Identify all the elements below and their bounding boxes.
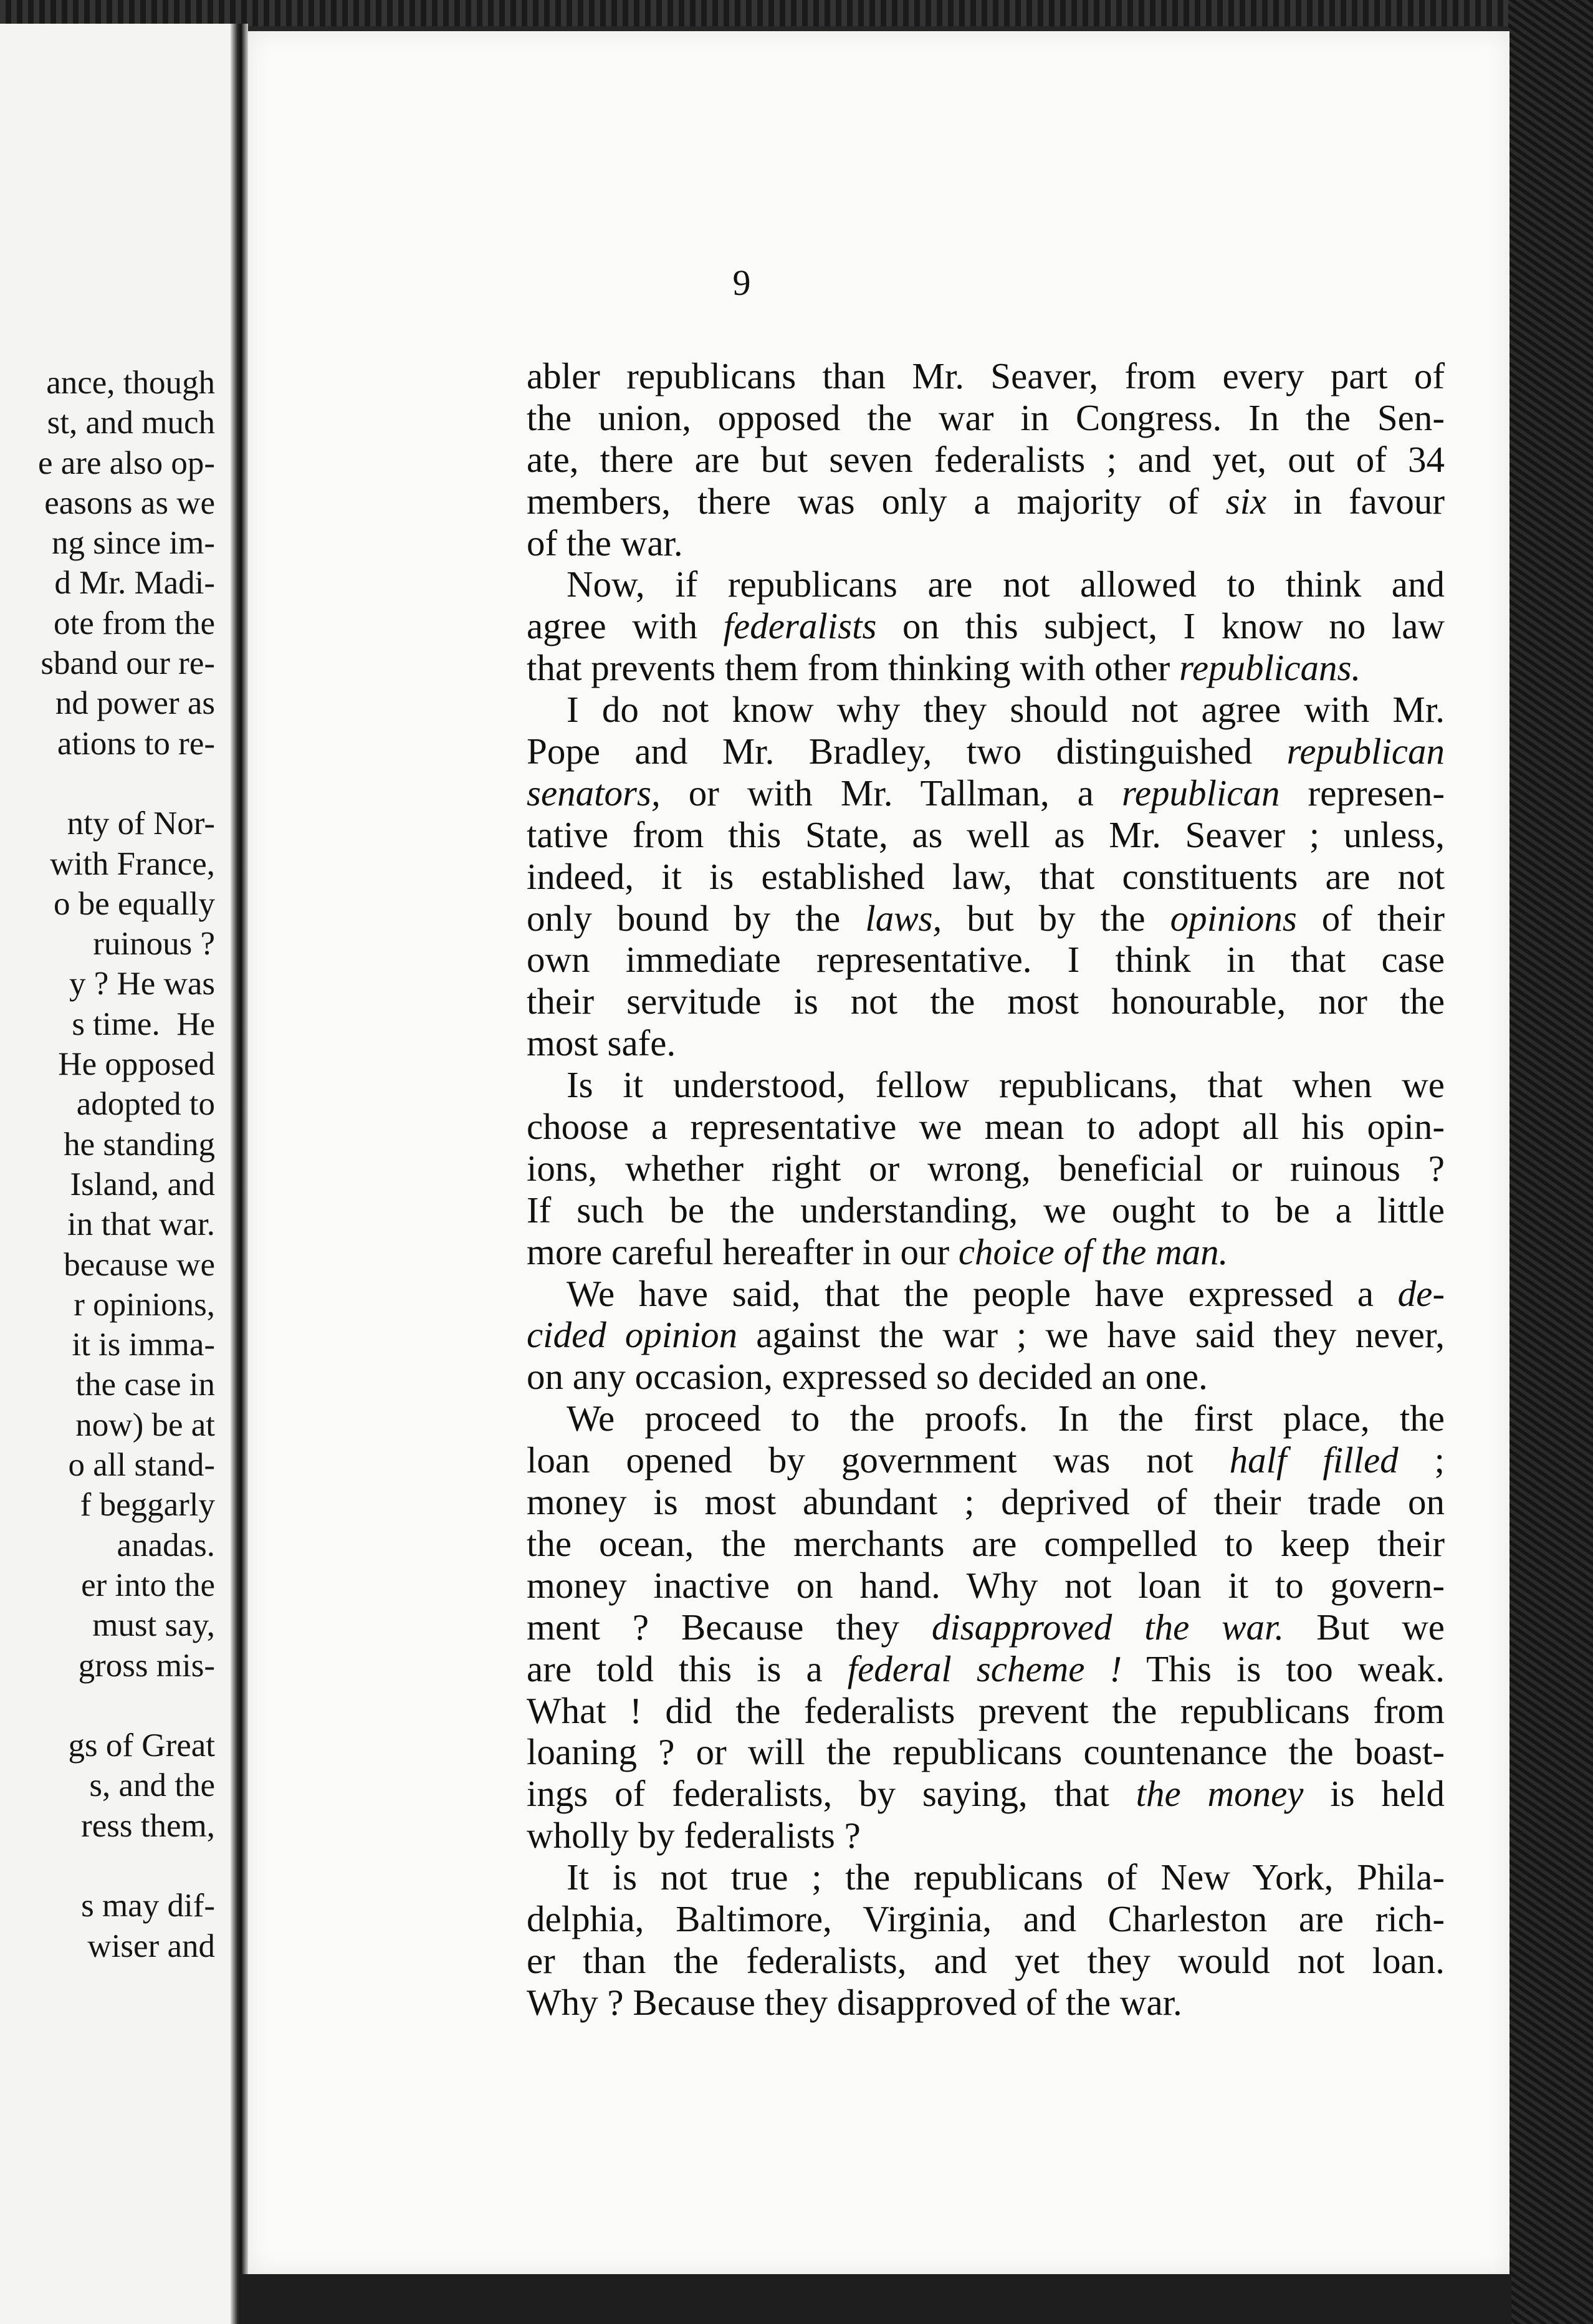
- left-page-line: ote from the: [53, 605, 215, 641]
- left-page-line: it is imma-: [72, 1327, 215, 1363]
- book-top-edge: [0, 0, 1593, 26]
- text-line: er than the federalists, and yet they would not loan.: [527, 1939, 1445, 1981]
- left-page-text-column: [0, 363, 215, 1966]
- left-page-line: s time. He: [72, 1006, 215, 1042]
- text-line: ate, there are but seven federalists ; and yet, out of 34: [527, 438, 1445, 480]
- italic-phrase: federalists: [723, 605, 877, 647]
- left-page-line: nd power as: [55, 685, 215, 722]
- text-line: of the war.: [527, 522, 683, 564]
- left-page-line: f beggarly: [80, 1487, 215, 1524]
- main-page: [248, 31, 1509, 2274]
- text-line: Why ? Because they disapproved of the war.: [527, 1981, 1182, 2023]
- text-line: the ocean, the merchants are compelled to keep their: [527, 1522, 1445, 1564]
- left-page-line: gross mis-: [78, 1647, 215, 1684]
- text-line: senators, or with Mr. Tallman, a republican represen-: [527, 772, 1445, 814]
- text-line: agree with federalists on this subject, I know no law: [527, 605, 1445, 647]
- left-page-line: [0, 1846, 215, 1886]
- text-line: If such be the understanding, we ought to be a little: [527, 1189, 1445, 1231]
- left-page-line: anadas.: [117, 1527, 215, 1563]
- left-page-line: he standing: [64, 1126, 215, 1163]
- left-page-line: ress them,: [81, 1807, 215, 1844]
- text-line: We proceed to the proofs. In the first place, the: [567, 1398, 1445, 1439]
- italic-phrase: six: [1225, 480, 1267, 522]
- italic-phrase: de-: [1397, 1272, 1445, 1314]
- text-line: ment ? Because they disapproved the war. But we: [527, 1606, 1445, 1648]
- page-gutter: [231, 24, 248, 2324]
- text-line: choose a representative we mean to adopt all his opin-: [527, 1106, 1445, 1148]
- book-binding: [1508, 0, 1593, 2324]
- left-page-line: easons as we: [44, 484, 215, 521]
- text-line: I do not know why they should not agree with Mr.: [567, 689, 1445, 731]
- text-line: on any occasion, expressed so decided an one.: [527, 1356, 1208, 1398]
- italic-phrase: republicans.: [1179, 647, 1361, 689]
- left-page-line: s, and the: [89, 1767, 215, 1804]
- text-line: loan opened by government was not half filled ;: [527, 1439, 1445, 1481]
- text-line: Pope and Mr. Bradley, two distinguished republican: [527, 731, 1445, 772]
- left-page-line: er into the: [81, 1567, 215, 1603]
- left-page-line: [0, 764, 215, 804]
- text-line: delphia, Baltimore, Virginia, and Charleston are rich-: [527, 1898, 1445, 1939]
- left-page-line: st, and much: [47, 405, 215, 441]
- italic-phrase: senators,: [527, 772, 661, 814]
- text-line: members, there was only a majority of six in favour: [527, 480, 1445, 522]
- text-line: Is it understood, fellow republicans, that when we: [567, 1064, 1445, 1106]
- text-line: Now, if republicans are not allowed to think and: [567, 564, 1445, 605]
- text-line: abler republicans than Mr. Seaver, from every part of: [527, 355, 1445, 396]
- text-line: are told this is a federal scheme ! This is too weak.: [527, 1648, 1445, 1689]
- italic-phrase: the money: [1136, 1773, 1304, 1815]
- text-line: ions, whether right or wrong, beneficial or ruinous ?: [527, 1147, 1445, 1189]
- text-line: the union, opposed the war in Congress. In the Sen-: [527, 396, 1445, 438]
- italic-phrase: republican: [1122, 772, 1280, 814]
- text-line: ings of federalists, by saying, that the money is held: [527, 1773, 1445, 1815]
- left-page-line: with France,: [50, 845, 215, 882]
- italic-phrase: laws,: [865, 897, 942, 939]
- text-line: loaning ? or will the republicans countenance the boast-: [527, 1731, 1445, 1773]
- text-line: What ! did the federalists prevent the republicans from: [527, 1689, 1445, 1731]
- italic-phrase: choice of the man.: [958, 1231, 1228, 1272]
- left-page-line: o all stand-: [68, 1447, 215, 1484]
- text-line: only bound by the laws, but by the opinions of their: [527, 897, 1445, 939]
- left-page-line: [0, 1686, 215, 1726]
- left-page-line: because we: [64, 1246, 215, 1283]
- left-page-line: o be equally: [53, 885, 215, 922]
- text-line: indeed, it is established law, that constituents are not: [527, 855, 1445, 897]
- left-page-line: e are also op-: [38, 444, 215, 481]
- left-page-line: wiser and: [87, 1928, 215, 1964]
- text-line: own immediate representative. I think in that case: [527, 939, 1445, 981]
- text-line: their servitude is not the most honourable, nor the: [527, 981, 1445, 1022]
- italic-phrase: disapproved the war.: [931, 1606, 1284, 1648]
- left-page-line: He opposed: [58, 1046, 215, 1083]
- left-page-line: d Mr. Madi-: [54, 565, 215, 602]
- text-line: that prevents them from thinking with other republicans.: [527, 647, 1361, 689]
- left-page-line: y ? He was: [69, 966, 215, 1002]
- text-line: more careful hereafter in our choice of the man.: [527, 1231, 1228, 1272]
- left-page-line: must say,: [92, 1607, 215, 1644]
- page-number: 9: [732, 262, 751, 303]
- text-line: We have said, that the people have expressed a de-: [567, 1272, 1445, 1314]
- italic-phrase: opinions: [1170, 897, 1297, 939]
- text-line: money is most abundant ; deprived of their trade on: [527, 1481, 1445, 1523]
- left-page-line: ance, though: [46, 365, 215, 401]
- italic-phrase: federal scheme !: [847, 1648, 1122, 1689]
- left-page-line: the case in: [75, 1366, 215, 1403]
- left-page-line: r opinions,: [74, 1286, 215, 1323]
- left-page-line: in that war.: [67, 1206, 215, 1243]
- text-line: tative from this State, as well as Mr. Seaver ; unless,: [527, 814, 1445, 855]
- text-line: money inactive on hand. Why not loan it to govern-: [527, 1564, 1445, 1606]
- text-line: cided opinion against the war ; we have said they never,: [527, 1314, 1445, 1356]
- page-body-text: [527, 355, 1445, 2024]
- left-page-fragment: [0, 24, 240, 2324]
- italic-phrase: cided opinion: [527, 1314, 738, 1356]
- text-line: wholly by federalists ?: [527, 1815, 861, 1856]
- left-page-line: nty of Nor-: [67, 805, 215, 842]
- left-page-line: adopted to: [76, 1086, 215, 1123]
- left-page-line: Island, and: [70, 1166, 215, 1203]
- left-page-line: gs of Great: [68, 1727, 215, 1764]
- text-line: most safe.: [527, 1022, 676, 1064]
- left-page-line: s may dif-: [81, 1888, 215, 1924]
- italic-phrase: republican: [1286, 731, 1445, 772]
- left-page-line: ruinous ?: [93, 926, 215, 963]
- text-line: It is not true ; the republicans of New York, Phila-: [567, 1856, 1445, 1898]
- book-bottom-edge: [240, 2274, 1511, 2324]
- left-page-line: sband our re-: [41, 645, 215, 682]
- italic-phrase: half filled: [1229, 1439, 1399, 1481]
- left-page-line: ng since im-: [52, 525, 215, 562]
- left-page-line: ations to re-: [57, 725, 215, 762]
- left-page-line: now) be at: [75, 1406, 215, 1443]
